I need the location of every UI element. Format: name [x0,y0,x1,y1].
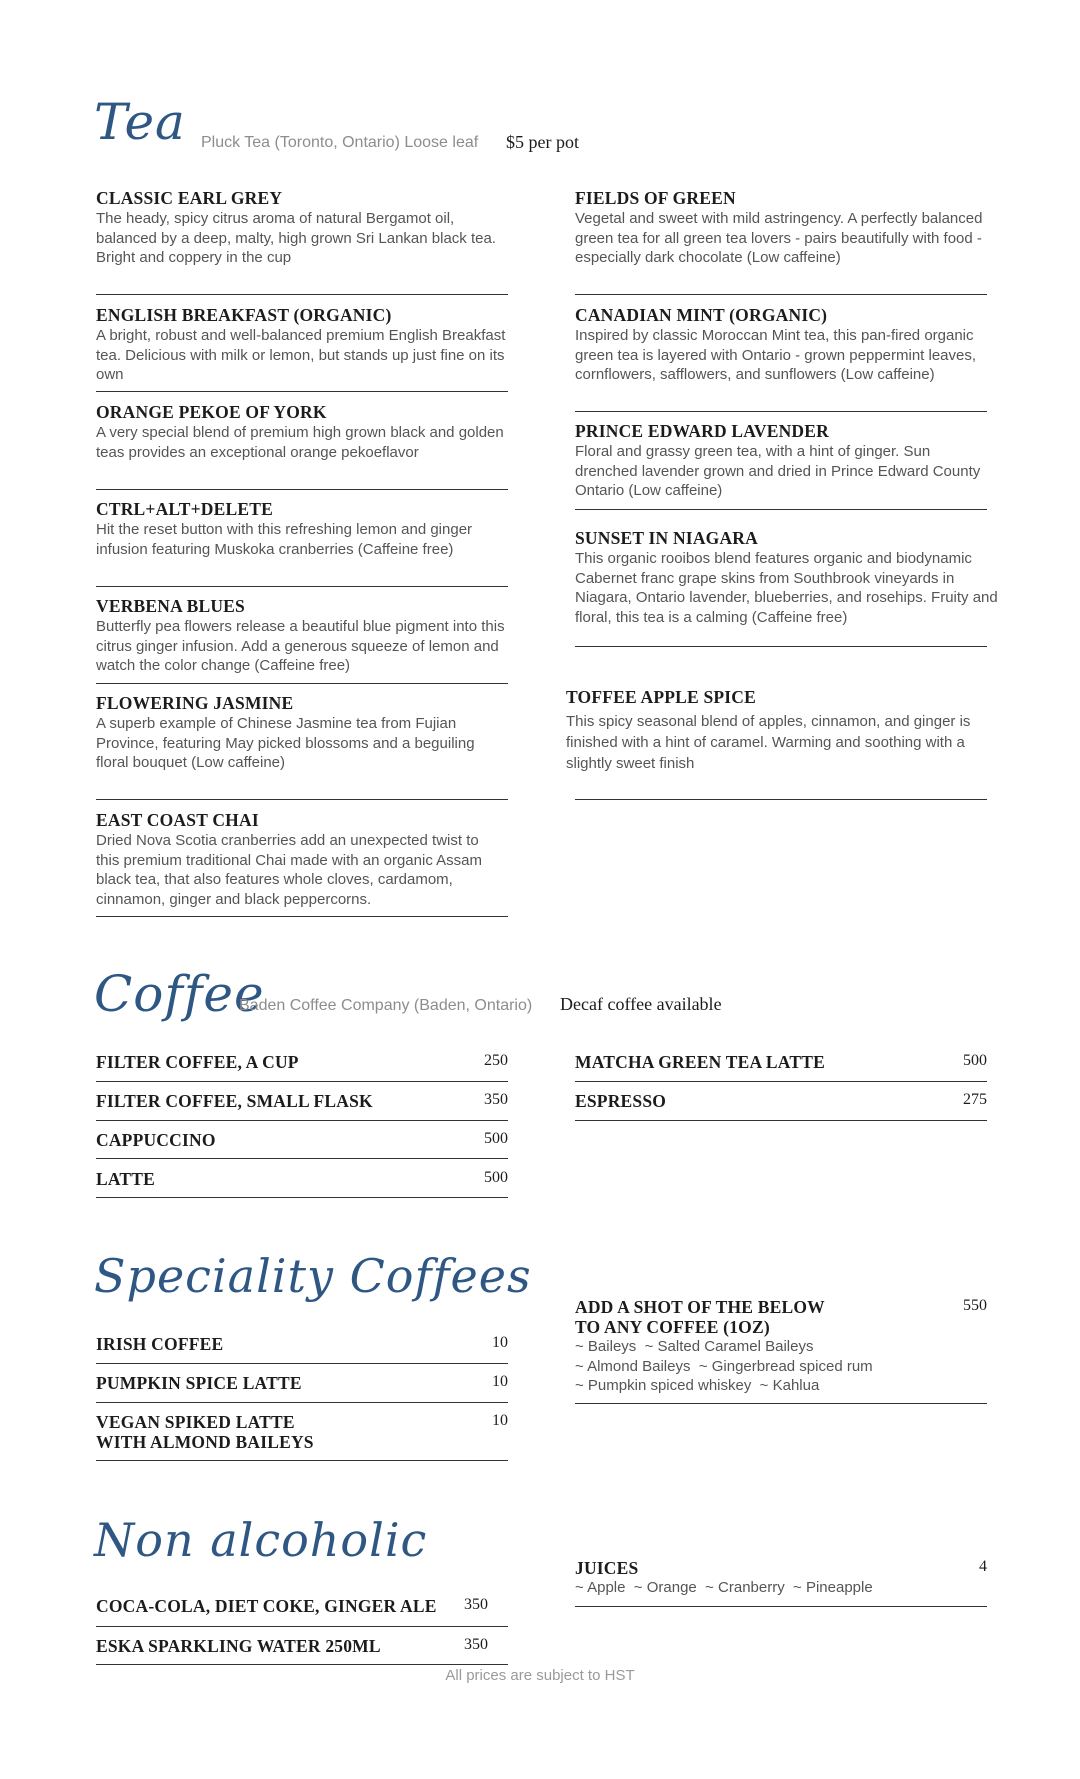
divider [575,509,987,510]
specialty-item-name: IRISH COFFEE [96,1334,224,1354]
divider [575,799,987,800]
nonalc-item-name: ESKA SPARKLING WATER 250ML [96,1636,381,1656]
specialty-section-title: Speciality Coffees [94,1249,532,1303]
tea-item [575,305,985,385]
footer-note: All prices are subject to HST [445,1667,635,1684]
coffee-item-name: MATCHA GREEN TEA LATTE [575,1052,825,1072]
divider [96,1081,508,1082]
tea-price-note: $5 per pot [506,132,579,152]
coffee-item-price: 350 [484,1091,508,1108]
tea-item [566,687,986,774]
specialty-item-name: PUMPKIN SPICE LATTE [96,1373,302,1393]
tea-item-desc: A very special blend of premium high grown black and golden teas provides an exceptional orange pekoeflavor [96,424,504,461]
nonalc-item [96,1596,508,1616]
divider [96,1626,508,1627]
tea-item-name: FIELDS OF GREEN [575,188,736,208]
divider [96,1460,508,1461]
tea-item-name: VERBENA BLUES [96,596,245,616]
divider [96,1120,508,1121]
specialty-shot-item [575,1297,987,1396]
divider [96,1664,508,1665]
tea-item-desc: This organic rooibos blend features organic and biodynamic Cabernet franc grape skins from Southbrook vineyards in Niagara, Ontario lavender, blueberries, and rosehips. Fruity and floral, this tea is a calming (Caffeine free) [575,550,998,626]
tea-item-name: ENGLISH BREAKFAST (ORGANIC) [96,305,392,325]
shot-option-line: ~ Almond Baileys ~ Gingerbread spiced rum [575,1357,873,1375]
tea-item [575,528,1000,627]
tea-item-name: FLOWERING JASMINE [96,693,294,713]
juices-item-name: JUICES [575,1558,639,1578]
tea-item [575,188,985,268]
divider [96,916,508,917]
coffee-item [96,1091,508,1111]
specialty-item [96,1334,508,1354]
tea-item-desc: Inspired by classic Moroccan Mint tea, this pan-fired organic green tea is layered with Ontario - grown peppermint leaves, cornflowers, safflowers, and sunflowers (Low caffeine) [575,327,977,383]
tea-item [96,499,506,559]
nonalc-section-title: Non alcoholic [94,1513,428,1567]
coffee-item-name: LATTE [96,1169,156,1189]
tea-item [96,188,506,268]
specialty-item-name: VEGAN SPIKED LATTE WITH ALMOND BAILEYS [96,1412,314,1452]
coffee-item-price: 250 [484,1052,508,1069]
tea-item-desc: Hit the reset button with this refreshing lemon and ginger infusion featuring Muskoka cranberries (Caffeine free) [96,521,473,558]
tea-item-name: ORANGE PEKOE OF YORK [96,402,327,422]
divider [575,294,987,295]
tea-item-desc: Butterfly pea flowers release a beautiful blue pigment into this citrus ginger infusion. Add a generous squeeze of lemon and watch the color change (Caffeine free) [96,618,505,674]
specialty-item-price: 10 [492,1412,508,1429]
divider [575,646,987,647]
nonalc-item-price: 350 [464,1636,488,1653]
tea-item [96,693,506,773]
coffee-item [96,1169,508,1189]
nonalc-item [96,1636,508,1656]
juices-options: ~ Apple ~ Orange ~ Cranberry ~ Pineapple [575,1579,873,1596]
coffee-item-price: 500 [963,1052,987,1069]
coffee-section-title: Coffee [94,965,265,1023]
tea-item-name: PRINCE EDWARD LAVENDER [575,421,829,441]
tea-item [575,421,985,501]
tea-item-desc: Dried Nova Scotia cranberries add an unexpected twist to this premium traditional Chai made with an organic Assam black tea, that also features whole cloves, cardamom, cinnamon, ginger and black peppercorns. [96,832,483,908]
specialty-item-price: 10 [492,1373,508,1390]
coffee-item [96,1052,508,1072]
nonalc-item-name: COCA-COLA, DIET COKE, GINGER ALE [96,1596,437,1616]
tea-supplier: Pluck Tea (Toronto, Ontario) Loose leaf [201,134,479,151]
divider [96,294,508,295]
divider [575,1120,987,1121]
tea-item-name: EAST COAST CHAI [96,810,259,830]
divider [96,1158,508,1159]
tea-item-name: CLASSIC EARL GREY [96,188,283,208]
tea-item-name: TOFFEE APPLE SPICE [566,687,756,707]
divider [96,799,508,800]
tea-item [96,402,506,462]
tea-item-desc: This spicy seasonal blend of apples, cinnamon, and ginger is finished with a hint of caramel. Warming and soothing with a slightly sweet finish [566,713,971,772]
tea-item-desc: Floral and grassy green tea, with a hint of ginger. Sun drenched lavender grown and dried in Prince Edward County Ontario (Low caffeine) [575,443,981,499]
coffee-note: Decaf coffee available [560,994,722,1014]
coffee-item-name: FILTER COFFEE, A CUP [96,1052,299,1072]
tea-item [96,596,506,676]
divider [96,683,508,684]
tea-item-desc: The heady, spicy citrus aroma of natural Bergamot oil, balanced by a deep, malty, high grown Sri Lankan black tea. Bright and coppery in the cup [96,210,496,266]
tea-section-title: Tea [94,93,186,151]
specialty-item [96,1373,508,1393]
divider [575,1081,987,1082]
coffee-supplier: Baden Coffee Company (Baden, Ontario) [239,997,533,1014]
coffee-item [96,1130,508,1150]
tea-item-name: CANADIAN MINT (ORGANIC) [575,305,828,325]
juices-item-price: 4 [979,1558,987,1575]
coffee-item-name: ESPRESSO [575,1091,667,1111]
specialty-item [96,1412,508,1452]
coffee-item [575,1091,987,1111]
divider [96,1402,508,1403]
tea-item-name: SUNSET IN NIAGARA [575,528,758,548]
divider [575,1403,987,1404]
shot-item-price: 550 [963,1297,987,1314]
divider [575,1606,987,1607]
juices-item [575,1558,987,1598]
divider [96,1363,508,1364]
coffee-item-price: 500 [484,1130,508,1147]
coffee-item-price: 275 [963,1091,987,1108]
divider [96,586,508,587]
shot-item-name: ADD A SHOT OF THE BELOW TO ANY COFFEE (1OZ) [575,1297,825,1337]
divider [96,1197,508,1198]
divider [96,391,508,392]
coffee-item [575,1052,987,1072]
coffee-item-price: 500 [484,1169,508,1186]
tea-item-desc: A superb example of Chinese Jasmine tea from Fujian Province, featuring May picked blossoms and a beguiling floral bouquet (Low caffeine) [96,715,475,771]
coffee-item-name: FILTER COFFEE, SMALL FLASK [96,1091,373,1111]
specialty-item-price: 10 [492,1334,508,1351]
tea-item-desc: A bright, robust and well-balanced premium English Breakfast tea. Delicious with milk or lemon, but stands up just fine on its own [96,327,506,383]
nonalc-item-price: 350 [464,1596,488,1613]
coffee-item-name: CAPPUCCINO [96,1130,216,1150]
divider [575,411,987,412]
shot-option-line: ~ Baileys ~ Salted Caramel Baileys [575,1338,814,1355]
tea-item [96,810,506,909]
shot-option-line: ~ Pumpkin spiced whiskey ~ Kahlua [575,1377,820,1394]
divider [96,489,508,490]
tea-item-desc: Vegetal and sweet with mild astringency. A perfectly balanced green tea for all green tea lovers - pairs beautifully with food - especially dark chocolate (Low caffeine) [575,210,983,266]
tea-item-name: CTRL+ALT+DELETE [96,499,273,519]
tea-item [96,305,506,385]
